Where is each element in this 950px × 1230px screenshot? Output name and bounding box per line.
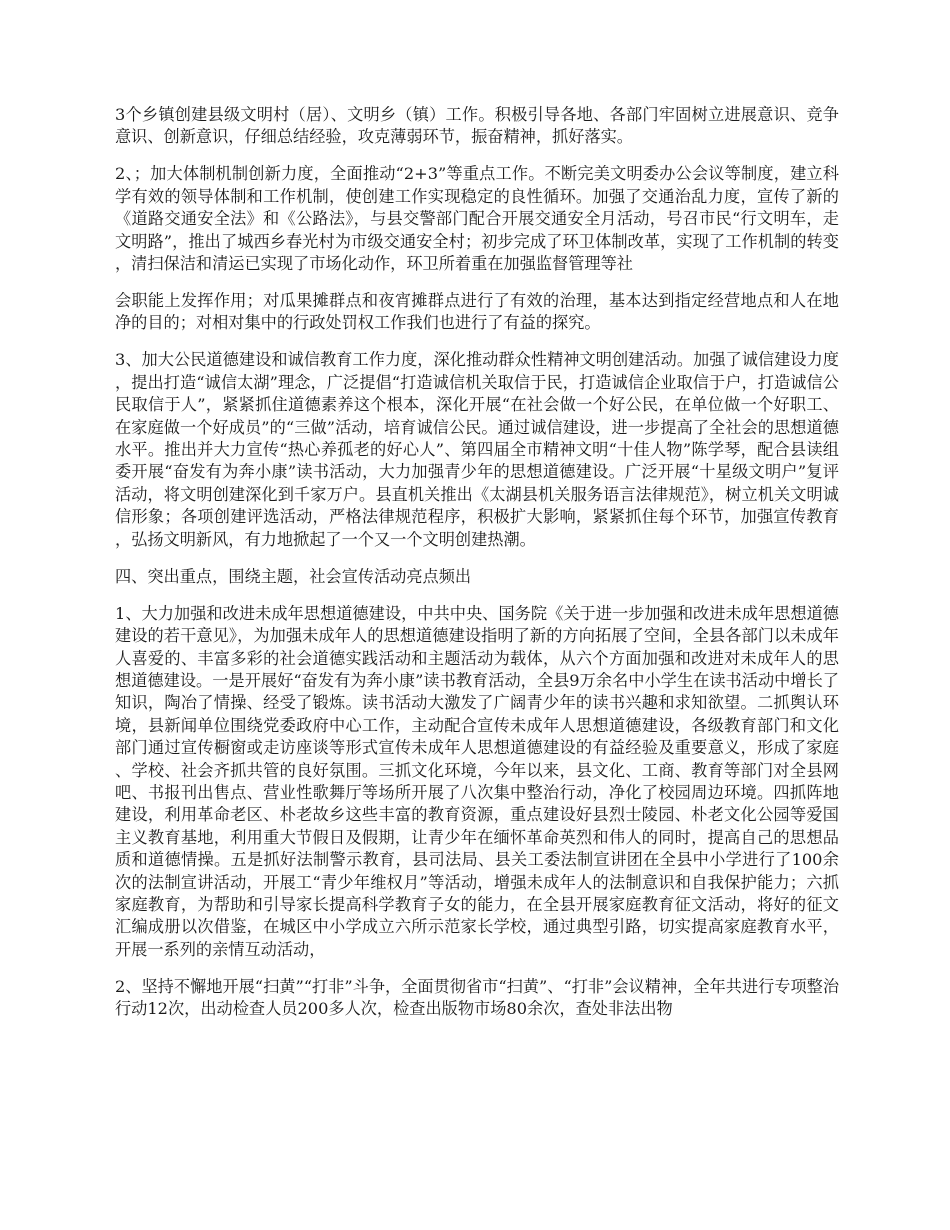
document-body bbox=[115, 104, 839, 1035]
paragraph-township-creation: 3个乡镇创建县级文明村（居）、文明乡（镇）工作。积极引导各地、各部门牢固树立进展意识、竞争意识、创新意识，仔细总结经验，攻克薄弱环节，振奋精神，抓好落实。 bbox=[115, 105, 839, 147]
paragraph-institutional-innovation: 2、；加大体制机制创新力度，全面推动“2+3”等重点工作。不断完美文明委办公会议等制度，建立科学有效的领导体制和工作机制，使创建工作实现稳定的良性循环。加强了交通治乱力度，宣传了新的《道路交通安全法》和《公路法》，与县交警部门配合开展交通安全月活动，号召市民“行文明车，走文明路”，推出了城西乡春光村为市级交通安全村；初步完成了环卫体制改革，实现了工作机制的转变，清扫保洁和清运已实现了市场化动作，环卫所着重在加强监督管理等社 bbox=[115, 164, 839, 274]
paragraph-moral-integrity: 3、加大公民道德建设和诚信教育工作力度，深化推动群众性精神文明创建活动。加强了诚信建设力度，提出打造“诚信太湖”理念，广泛提倡“打造诚信机关取信于民，打造诚信企业取信于户，打造诚信公民取信于人”，紧紧抓住道德素养这个根本，深化开展“在社会做一个好公民，在单位做一个好职工、在家庭做一个好成员”的“三做”活动，培育诚信公民。通过诚信建设，进一步提高了全社会的思想道德水平。推出并大力宣传“热心养孤老的好心人”、第四届全市精神文明“十佳人物”陈学琴，配合县读组委开展“奋发有为奔小康”读书活动，大力加强青少年的思想道德建设。广泛开展“十星级文明户”复评活动，将文明创建深化到千家万户。县直机关推出《太湖县机关服务语言法律规范》，树立机关文明诚信形象；各项创建评选活动，严格法律规范程序，积极扩大影响，紧紧抓住每个环节，加强宣传教育，弘扬文明新风，有力地掀起了一个又一个文明创建热潮。 bbox=[115, 350, 839, 549]
section-heading-publicity: 四、突出重点，围绕主题，社会宣传活动亮点频出 bbox=[115, 566, 472, 586]
paragraph-anti-pornography: 2、坚持不懈地开展“扫黄”“打非”斗争，全面贯彻省市“扫黄”、“打非”会议精神，全年共进行专项整治行动12次，出动检查人员200多人次，检查出版物市场80余次，查处非法出物 bbox=[115, 976, 840, 1019]
paragraph-governance-functions: 会职能上发挥作用；对瓜果摊群点和夜宵摊群点进行了有效的治理，基本达到指定经营地点和人在地净的目的；对相对集中的行政处罚权工作我们也进行了有益的探究。 bbox=[115, 291, 839, 333]
paragraph-minors-moral-education: 1、大力加强和改进未成年思想道德建设，中共中央、国务院《关于进一步加强和改进未成年思想道德建设的若干意见》，为加强未成年人的思想道德建设指明了新的方向拓展了空间，全县各部门以未成年人喜爱的、丰富多彩的社会道德实践活动和主题活动为载体，从六个方面加强和改进对未成年人的思想道德建设。一是开展好“奋发有为奔小康”读书教育活动，全县9万余名中小学生在读书活动中增长了知识，陶冶了情操、经受了锻炼。读书活动大激发了广阔青少年的读书兴趣和求知欲望。二抓舆认环境，县新闻单位围绕党委政府中心工作，主动配合宣传未成年人思想道德建设，各级教育部门和文化部门通过宣传橱窗或走访座谈等形式宣传未成年人思想道德建设的有益经验及重要意义，形成了家庭、学校、社会齐抓共管的良好氛围。三抓文化环境，今年以来，县文化、工商、教育等部门对全县网吧、书报刊出售点、营业性歌舞厅等场所开展了八次集中整治行动，净化了校园周边环境。四抓阵地建设，利用革命老区、朴老故乡这些丰富的教育资源，重点建设好县烈士陵园、朴老文化公园等爱国主义教育基地，利用重大节假日及假期，让青少年在缅怀革命英烈和伟人的同时，提高自己的思想品质和道德情操。五是抓好法制警示教育，县司法局、县关工委法制宣讲团在全县中小学进行了100余次的法制宣讲活动，开展工“青少年维权月”等活动，增强未成年人的法制意识和自我保护能力；六抓家庭教育，为帮助和引导家长提高科学教育子女的能力，在全县开展家庭教育征文活动，将好的征文汇编成册以次借鉴，在城区中小学成立六所示范家长学校，通过典型引路，切实提高家庭教育水平，开展一系列的亲情互动活动， bbox=[115, 603, 839, 959]
